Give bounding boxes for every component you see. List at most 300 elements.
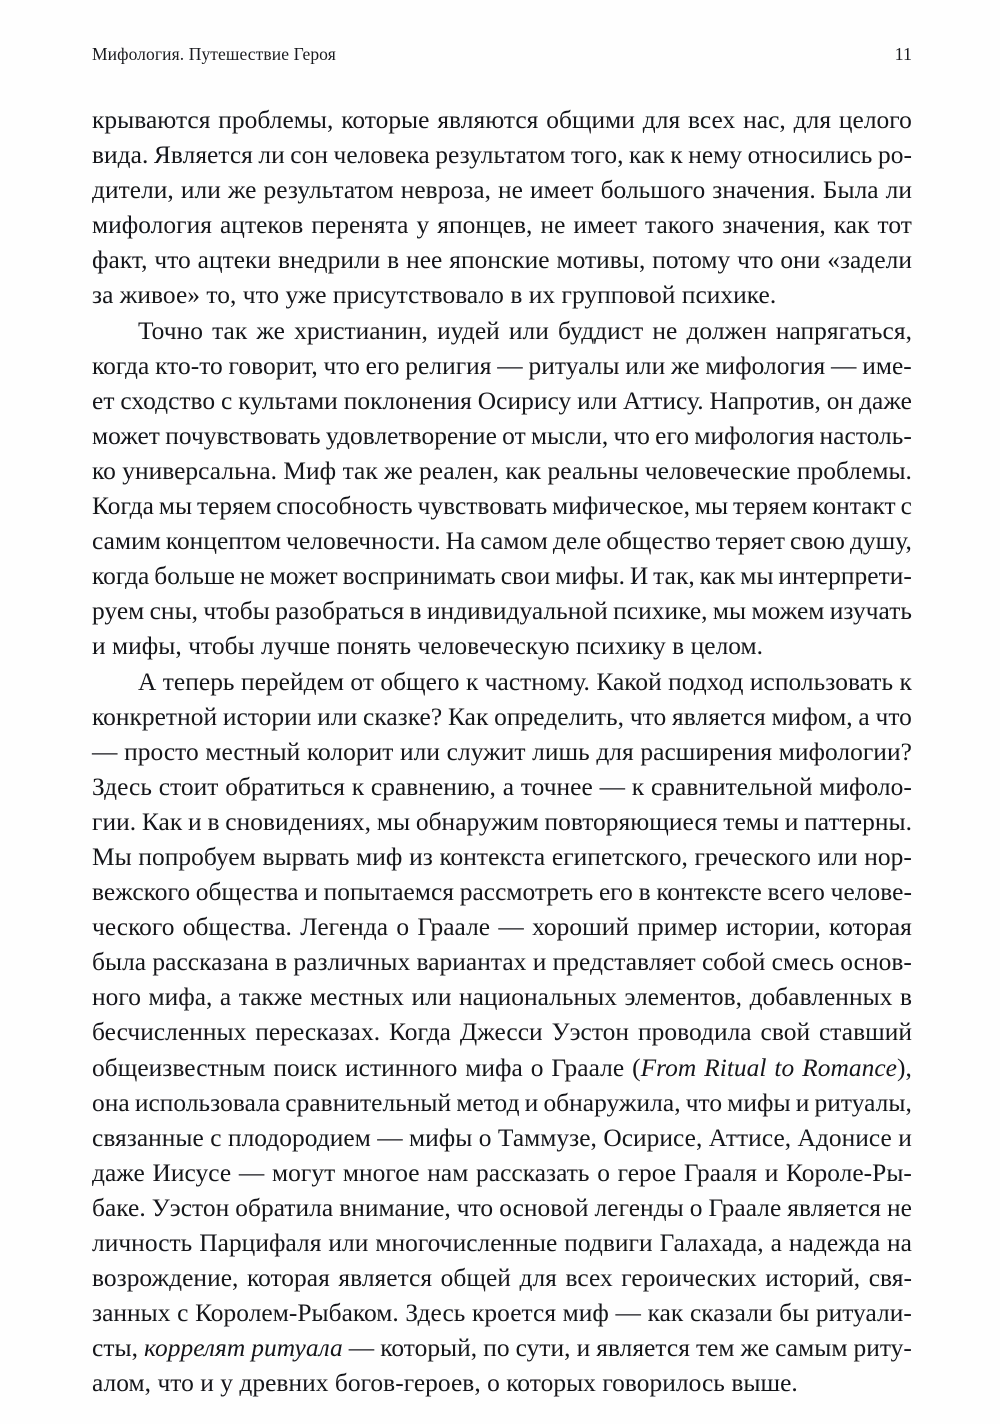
text-line [92,349,912,384]
word: местный [205,737,301,766]
word: кроется [472,1299,557,1328]
word: что [875,702,912,731]
word: египетского, [551,842,688,871]
word: деле [552,527,602,556]
word: поиск [273,1053,338,1082]
text-line [92,805,912,840]
word: с [177,1299,189,1328]
word: что [154,246,191,275]
word: по [483,1334,510,1363]
word: рассмотреть [459,878,594,907]
word: тем [695,1334,735,1363]
word: и [532,948,547,977]
word: настоль- [819,421,912,450]
word: чтобы [203,597,270,626]
word: нас, [743,106,786,134]
word: с [210,1123,222,1152]
word: Ritual [704,1053,767,1082]
word: самом [480,527,548,556]
word: «задели [827,246,912,275]
word: Напротив, [709,386,821,415]
word: Джесси [459,1018,543,1047]
word: изучать [829,597,912,626]
word: — [831,351,857,380]
text-line [92,910,912,945]
word: даже [859,386,912,415]
word: истории, [725,913,821,942]
word: На [445,527,476,556]
word: обратила [235,1193,334,1222]
word: человеческие [644,456,791,485]
word: или [411,983,452,1012]
text-line [92,594,912,629]
word: как [699,562,736,591]
word: они [780,246,821,275]
word: темы [723,807,779,836]
word: и [898,1123,912,1152]
word: что [323,351,360,380]
word: Граале [708,1193,782,1222]
word: что [685,1088,723,1117]
word: Когда [388,1018,451,1047]
word: Таммузе, [497,1123,597,1152]
text-line: за живое» то, что уже присутствовало в их групповой психике. [92,281,777,310]
word: сон [290,141,328,170]
word: к [631,772,645,801]
word: сказали [689,1299,773,1328]
word: можем [751,597,825,626]
word: истории [222,702,312,731]
word: из [409,842,433,871]
word: крываются [92,106,211,134]
text-line [92,1015,912,1050]
word: свои [500,562,551,591]
text-line [92,559,912,594]
word: когда [92,562,150,591]
word: и [304,878,318,907]
word: результатом [435,141,566,170]
text-line [92,489,912,524]
word: большого [600,176,706,205]
word: имеет [530,176,594,205]
word: надежда [788,1229,881,1257]
word: проблемы. [796,456,912,485]
word: который, [380,1334,478,1363]
word: Когда [92,492,154,521]
word: не [652,316,678,345]
word: не [239,562,265,591]
word: удовлетворение [325,421,497,450]
word: обнаружим [415,807,539,836]
text-line [92,524,912,559]
word: интерпрети- [778,562,912,591]
word: использовать [749,667,894,696]
word: самым [775,1334,848,1363]
word: свой [760,1018,811,1047]
word: или [317,702,358,731]
word: мифология [694,421,815,450]
word: ацтеков [219,211,304,240]
word: может [92,421,160,450]
word: коррелят [144,1334,246,1363]
word: как [833,211,870,240]
word: является [672,702,766,731]
word: с [900,492,912,521]
word: у [416,211,430,240]
word: универсальна. [122,456,278,485]
text-line [92,1296,912,1331]
text-line [92,173,912,208]
word: ет [92,386,115,415]
word: основой [499,1193,589,1222]
word: подход [668,667,744,696]
word: бы [779,1299,810,1328]
word: может [269,562,338,591]
word: просто [124,737,199,766]
word: самим [92,527,161,556]
text-line [92,314,912,349]
word: баке. [92,1193,146,1222]
word: местных [309,983,404,1012]
word: частному. [484,667,590,696]
word: всех [565,1264,613,1293]
word: такого [644,211,715,240]
word: является [787,1193,881,1222]
word: попытаемся [323,878,455,907]
word: Здесь [92,772,153,801]
word: когда [92,351,150,380]
word: — [92,737,118,766]
paragraph [92,103,912,314]
word: Иисусе [152,1158,232,1187]
word: сути, [515,1334,571,1363]
word: ацтеки [197,246,272,275]
word: для [642,106,681,134]
word: гии. [92,807,137,836]
text-line [92,384,912,419]
word: реальны [547,456,639,485]
text-line [92,735,912,770]
word: а [858,702,870,731]
word: общими [546,106,635,134]
word: а [219,983,232,1012]
word: to [774,1053,795,1082]
word: мифическое, [552,492,690,521]
text-line [92,770,912,805]
word: не [887,1193,912,1222]
word: или [625,351,666,380]
word: — [377,1123,403,1152]
word: вида. [92,141,149,170]
word: или [817,842,858,871]
word: греческого [694,842,811,871]
word: добавленных [749,983,893,1012]
word: расширения [640,737,773,766]
word: целого [838,106,912,134]
word: хороший [532,913,630,942]
word: мифа [465,1053,523,1082]
word: общеизвестным [92,1053,266,1082]
word: что [629,702,667,731]
word: нее [406,246,443,275]
word: связанные [92,1123,204,1152]
word: мифы [409,1123,473,1152]
word: теряем [196,492,272,521]
text-line [92,1156,912,1191]
word: ро- [877,141,912,170]
word: так, [653,562,695,591]
word: или [577,386,618,415]
word: невроза, [400,176,492,205]
word: христианин, [294,316,428,345]
word: сравнительной [650,772,813,801]
word: Здесь [405,1299,466,1328]
word: индивидуальной [426,597,608,626]
word: мифа, [148,983,213,1012]
word: истинного [345,1053,458,1082]
word: обнаружила, [543,1088,681,1117]
word: повторяющиеся [544,807,718,836]
word: мотивы, [556,246,646,275]
word: общей [440,1264,511,1293]
word: риту- [853,1334,912,1363]
word: вежского [92,878,191,907]
word: — [615,1299,641,1328]
word: национальных [458,983,617,1012]
word: Точно [138,316,203,345]
word: ритуали- [815,1299,912,1328]
word: внедрили [277,246,381,275]
word: или [328,1229,369,1257]
word: общего [380,667,460,696]
word: Граале [417,913,491,942]
word: пример [637,913,718,942]
word: или [508,316,549,345]
word: на [886,1229,912,1257]
word: способность [276,492,413,521]
text-line [92,665,912,700]
word: Граале [551,1053,625,1082]
word: внимание, [339,1193,451,1222]
word: общество [606,527,711,556]
word: сказке? [363,702,443,731]
word: также [238,983,303,1012]
word: сходство [120,386,216,415]
word: Как [141,807,183,836]
text-line [92,208,912,243]
text-line [92,1261,912,1296]
word: проводила [637,1018,752,1047]
word: обратиться [225,772,345,801]
word: мы [376,807,411,836]
word: больше [154,562,235,591]
word: мифология [92,211,212,240]
word: служит [446,737,526,766]
text-line [92,454,912,489]
word: вариантах [416,948,527,977]
word: чувствовать [417,492,548,521]
text-line [92,945,912,980]
word: для [519,1264,557,1293]
word: перенята [311,211,409,240]
word: же [227,176,257,205]
word: к [899,667,912,696]
word: как [629,141,665,170]
word: и [188,807,202,836]
word: Легенда [300,913,389,942]
word: и [576,1334,591,1363]
word: нему [688,141,743,170]
word: является [596,1334,690,1363]
word: мы [158,492,193,521]
word: конкретной [92,702,218,731]
running-head [92,44,912,72]
word: в [899,983,912,1012]
word: как [505,456,542,485]
word: не [540,211,566,240]
text-line [92,700,912,735]
word: буддист [558,316,644,345]
word: руем [92,597,145,626]
word: попробуем [138,842,256,871]
word: легенды [594,1193,684,1222]
word: общества. [182,913,292,942]
word: о [478,1123,492,1152]
word: контакт [812,492,896,521]
word: и [784,807,799,836]
word: и [524,1088,539,1117]
word: ческого [92,913,175,942]
word: Миф [283,456,337,485]
word: определить, [494,702,625,731]
word: могут [272,1158,336,1187]
word: смесь [771,948,834,977]
word: кто-то [155,351,223,380]
word: же [256,316,285,345]
word: Была [822,176,879,205]
word: что [737,246,774,275]
word: она [92,1088,130,1117]
word: значения, [722,211,826,240]
word: разобраться [275,597,405,626]
word: мифом, [771,702,853,731]
word: нам [427,1158,469,1187]
text-line: и мифы, чтобы лучше понять человеческую психику в целом. [92,632,764,661]
word: о [689,1193,703,1222]
word: Какой [596,667,662,696]
word: многое [342,1158,420,1187]
word: имеет [573,211,637,240]
word: всего [767,878,825,907]
word: Галахада, [659,1229,764,1257]
word: реален, [419,456,500,485]
word: воспринимать [342,562,496,591]
word: являются [437,106,539,134]
word: бесчисленных [92,1018,247,1047]
word: пересказах. [255,1018,381,1047]
word: которая [246,1264,330,1293]
text-line [92,419,912,454]
word: в [409,597,422,626]
word: свою [790,527,845,556]
word: же [740,1334,770,1363]
text-line [92,1121,912,1156]
word: сновидениях, [225,807,372,836]
word: он [826,386,854,415]
word: — [348,1334,375,1363]
text-line [92,1226,912,1261]
word: теряет [715,527,785,556]
word: ко [92,456,116,485]
word: почувствовать [165,421,321,450]
word: И [629,562,649,591]
word: Romance), [802,1053,912,1082]
word: использовала [134,1088,281,1117]
word: о [530,1053,544,1082]
word: Аттисе, [708,1123,792,1152]
word: в [387,246,400,275]
page-number: 11 [894,44,912,64]
word: даже [92,1158,145,1187]
word: контексте [656,878,762,907]
text-line [92,1191,912,1226]
word: личность [92,1229,193,1257]
word: так [212,316,248,345]
word: иудей [437,316,500,345]
word: героических [621,1264,757,1293]
word: или [400,737,441,766]
word: сравнительный [285,1088,452,1117]
word: душу, [849,527,912,556]
word: ного [92,983,141,1012]
word: Осирису [477,386,572,415]
word: мифологии? [778,737,912,766]
word: японцев, [437,211,533,240]
word: (From [632,1053,697,1082]
word: миф [356,842,403,871]
word: к [351,772,365,801]
word: — [498,913,524,942]
word: метод [456,1088,520,1117]
paragraph [92,665,912,1402]
word: представляет [552,948,696,977]
word: мифы. [555,562,625,591]
word: Осирисе, [603,1123,703,1152]
word: общества [195,878,299,907]
word: была [92,948,147,977]
word: — [238,1158,265,1187]
word: челове- [830,878,912,907]
word: его [598,878,633,907]
word: поклонения [343,386,472,415]
word: собой [701,948,766,977]
word: относились [747,141,873,170]
word: психике, [613,597,708,626]
word: сты, [92,1334,138,1363]
word: так [342,456,378,485]
word: мы [694,492,729,521]
text-line [92,138,912,173]
word: теперь [162,667,235,696]
word: не [498,176,523,205]
word: занных [92,1299,171,1328]
word: ставший [818,1018,912,1047]
word: значения. [712,176,816,205]
word: свя- [868,1264,912,1293]
text-line: алом, что и у древних богов-героев, о которых говорилось выше. [92,1369,798,1398]
text-line [92,980,912,1015]
word: японские [449,246,550,275]
